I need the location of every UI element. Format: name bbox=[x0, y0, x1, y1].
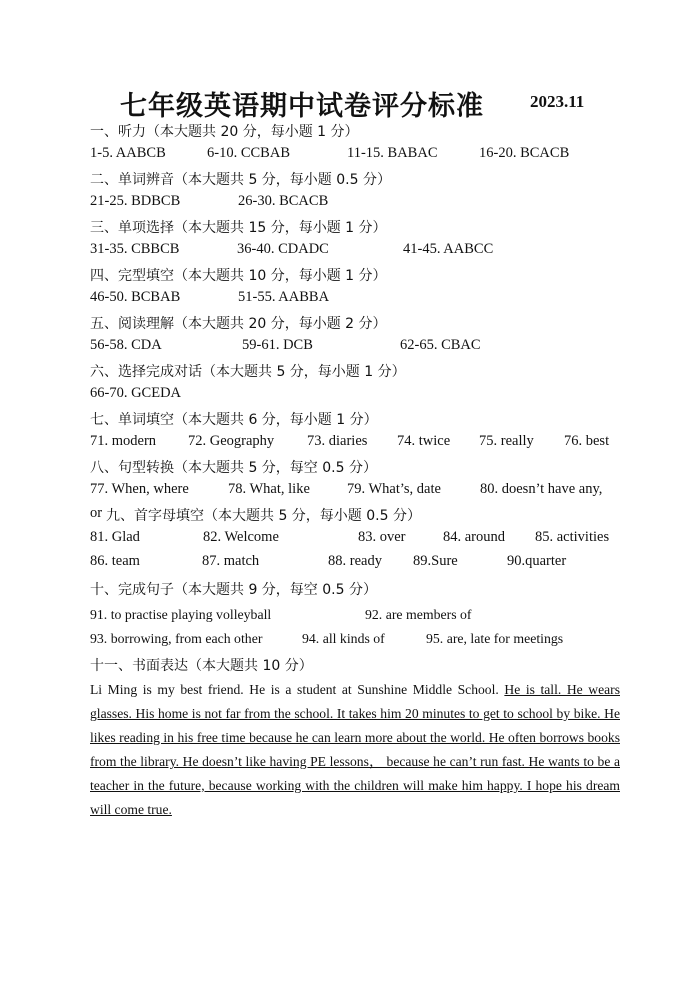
answer: 87. match bbox=[202, 553, 260, 569]
essay-paragraph bbox=[90, 678, 620, 822]
answer: 95. are, late for meetings bbox=[426, 631, 564, 646]
answer: 89.Sure bbox=[413, 553, 458, 569]
answer: 74. twice bbox=[397, 433, 451, 449]
section-10-answers-row-2 bbox=[90, 631, 620, 653]
answer: 1-5. AABCB bbox=[90, 145, 166, 161]
section-4-heading: 四、完型填空（本大题共 10 分，每小题 1 分） bbox=[90, 268, 387, 284]
essay-intro: Li Ming is my best friend. He is a student at Sunshine Middle School. bbox=[90, 682, 505, 697]
answer: 84. around bbox=[443, 529, 506, 545]
answer: 16-20. BCACB bbox=[479, 145, 570, 161]
answer: 83. over bbox=[358, 529, 406, 545]
section-10-answers-row-1 bbox=[90, 607, 620, 629]
section-7-heading: 七、单词填空（本大题共 6 分，每小题 1 分） bbox=[90, 412, 378, 428]
answer: 21-25. BDBCB bbox=[90, 193, 181, 209]
answer: 26-30. BCACB bbox=[238, 193, 329, 209]
section-9-heading: 九、首字母填空（本大题共 5 分，每小题 0.5 分） bbox=[106, 508, 421, 524]
section-1-heading: 一、听力（本大题共 20 分，每小题 1 分） bbox=[90, 124, 359, 140]
section-9-heading-line bbox=[90, 505, 620, 527]
answer: 88. ready bbox=[328, 553, 382, 569]
answer: 11-15. BABAC bbox=[347, 145, 438, 161]
answer: 86. team bbox=[90, 553, 140, 569]
section-10-heading: 十、完成句子（本大题共 9 分，每空 0.5 分） bbox=[90, 582, 377, 598]
answer: 78. What, like bbox=[228, 481, 310, 497]
section-7-answers bbox=[90, 433, 620, 455]
answer: 59-61. DCB bbox=[242, 337, 313, 353]
answer: 77. When, where bbox=[90, 481, 189, 497]
section-6-heading: 六、选择完成对话（本大题共 5 分，每小题 1 分） bbox=[90, 364, 406, 380]
answer: 82. Welcome bbox=[203, 529, 279, 545]
answer: 31-35. CBBCB bbox=[90, 241, 180, 257]
section-3-answers bbox=[90, 241, 620, 263]
section-11-heading: 十一、书面表达（本大题共 10 分） bbox=[90, 658, 313, 674]
sample-essay bbox=[90, 678, 620, 822]
answer-overflow: or bbox=[90, 505, 103, 521]
section-9-answers-row-2 bbox=[90, 553, 620, 575]
section-2-answers bbox=[90, 193, 620, 215]
section-2-heading: 二、单词辨音（本大题共 5 分，每小题 0.5 分） bbox=[90, 172, 391, 188]
answer: 79. What’s, date bbox=[347, 481, 441, 497]
exam-date: 2023.11 bbox=[530, 92, 585, 111]
answer: 72. Geography bbox=[188, 433, 275, 449]
answer: 66-70. GCEDA bbox=[90, 385, 182, 401]
section-6-answers bbox=[90, 385, 620, 407]
answer: 75. really bbox=[479, 433, 534, 449]
section-3-heading: 三、单项选择（本大题共 15 分，每小题 1 分） bbox=[90, 220, 387, 236]
section-9-answers-row-1 bbox=[90, 529, 620, 551]
answer: 73. diaries bbox=[307, 433, 368, 449]
section-5-answers bbox=[90, 337, 620, 359]
section-8-heading: 八、句型转换（本大题共 5 分，每空 0.5 分） bbox=[90, 460, 377, 476]
section-5-heading: 五、阅读理解（本大题共 20 分，每小题 2 分） bbox=[90, 316, 387, 332]
answer: 6-10. CCBAB bbox=[207, 145, 290, 161]
answer: 71. modern bbox=[90, 433, 157, 449]
answer: 90.quarter bbox=[507, 553, 567, 569]
essay-underlined-text: He is tall. He wears glasses. His home is not far from the school. It takes him 20 minutes to get to school by bike. He likes reading in his free time because he can learn more about the world. He often borrows books from the library. He doesn’t like having PE lessons， because he can’t run fast. He wants to be a teacher in the future, because working with the children will make him happy. I hope his dream will come true. bbox=[90, 682, 620, 817]
page-title: 七年级英语期中试卷评分标准 bbox=[120, 91, 484, 122]
answer: 41-45. AABCC bbox=[403, 241, 494, 257]
answer: 62-65. CBAC bbox=[400, 337, 481, 353]
answer: 46-50. BCBAB bbox=[90, 289, 181, 305]
section-1-answers bbox=[90, 145, 620, 167]
answer: 92. are members of bbox=[365, 607, 472, 622]
answer: 81. Glad bbox=[90, 529, 140, 545]
answer: 94. all kinds of bbox=[302, 631, 385, 646]
answer: 36-40. CDADC bbox=[237, 241, 329, 257]
answer: 93. borrowing, from each other bbox=[90, 631, 263, 646]
answer: 80. doesn’t have any, bbox=[480, 481, 603, 497]
answer: 91. to practise playing volleyball bbox=[90, 607, 272, 622]
title-row bbox=[0, 84, 696, 122]
answer: 56-58. CDA bbox=[90, 337, 162, 353]
section-8-answers bbox=[90, 481, 620, 503]
answer: 51-55. AABBA bbox=[238, 289, 330, 305]
answer: 76. best bbox=[564, 433, 610, 449]
section-4-answers bbox=[90, 289, 620, 311]
answer: 85. activities bbox=[535, 529, 610, 545]
